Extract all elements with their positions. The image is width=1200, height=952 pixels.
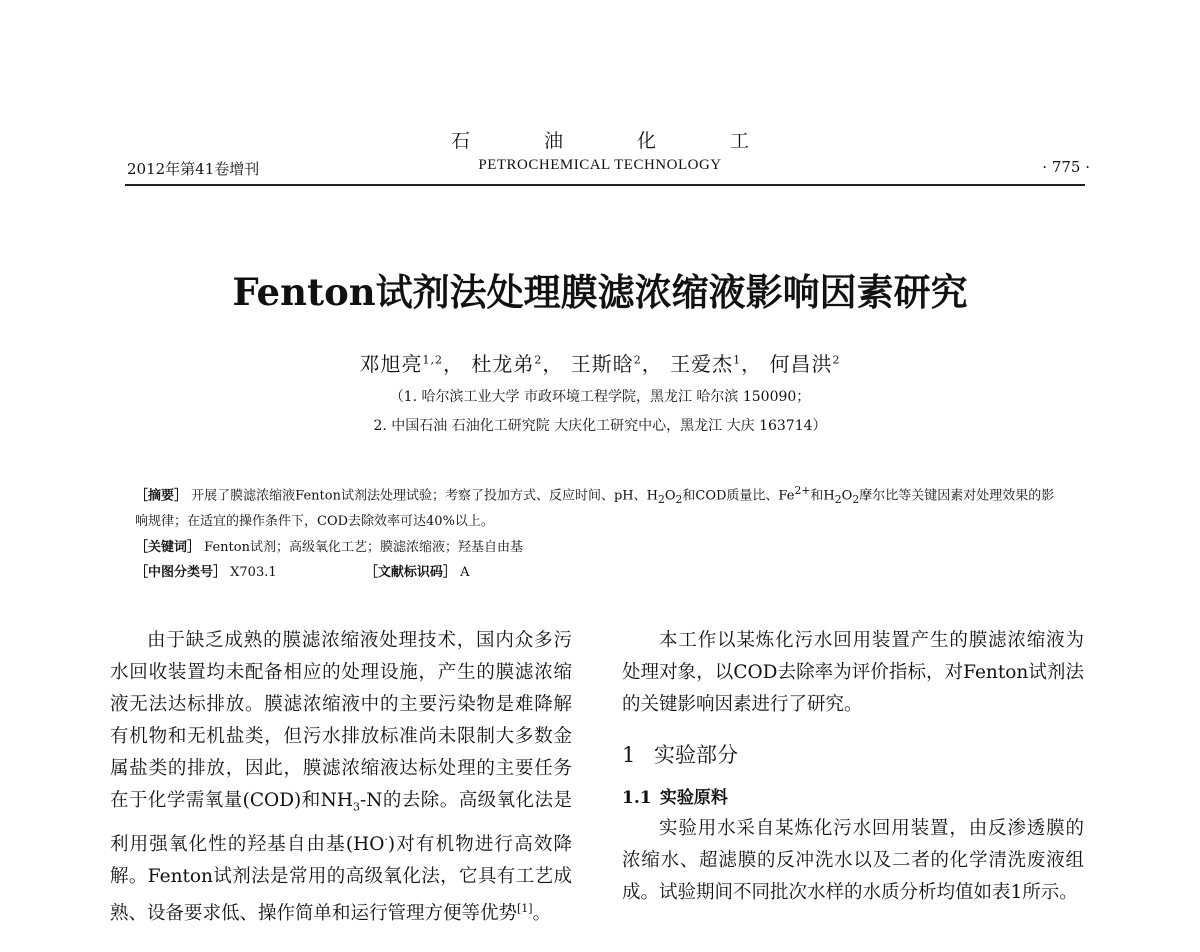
superscript: 2+ xyxy=(794,484,811,497)
journal-title-cn: 石 油 化 工 xyxy=(450,130,784,152)
author-list: 邓旭亮$^{1,2}$， 杜龙弟$^2$， 王斯晗$^2$， 王爱杰$^1$， 何昌洪$^2$ xyxy=(359,352,841,376)
affiliation-2: 2. 中国石油 石油化工研究院 大庆化工研究中心，黑龙江 大庆 163714） xyxy=(373,418,827,434)
subscript: 2 xyxy=(852,492,860,506)
keywords-label: ［关键词］ xyxy=(135,540,201,555)
abstract xyxy=(135,480,1065,533)
superscript: · xyxy=(384,832,388,846)
author: 邓旭亮 xyxy=(359,352,423,376)
body-paragraph: 本工作以某炼化污水回用装置产生的膜滤浓缩液为处理对象，以COD去除率为评价指标，对Fenton试剂法的关键影响因素进行了研究。 xyxy=(622,630,1084,715)
clc-value: X703.1 xyxy=(230,565,277,580)
doc-code-label: ［文献标识码］ xyxy=(364,565,456,580)
section-heading xyxy=(622,739,1084,771)
body-paragraph: 实验用水采自某炼化污水回用装置，由反渗透膜的浓缩水、超滤膜的反冲洗水以及二者的化学清洗废液组成。试验期间不同批次水样的水质分析均值如表1所示。 xyxy=(622,818,1084,903)
subscript: 2 xyxy=(834,492,842,506)
section-number: 1 xyxy=(622,743,636,767)
abstract-text: 开展了膜滤浓缩液Fenton试剂法处理试验；考察了投加方式、反应时间、pH、H xyxy=(191,488,658,504)
abstract-text: 摩尔比等关键因素对处理效果的影响规律；在适宜的操作条件下，COD去除效率可达40%以上。 xyxy=(135,488,1055,529)
doc-code-value: A xyxy=(460,565,470,580)
subscript: 2 xyxy=(657,492,665,506)
citation-ref: [1] xyxy=(517,901,533,915)
author-affiliation-mark: 2 xyxy=(832,353,841,367)
subsection-heading xyxy=(622,783,1084,813)
subsection-title: 实验原料 xyxy=(659,788,728,808)
affiliation-1: （1. 哈尔滨工业大学 市政环境工程学院，黑龙江 哈尔滨 150090； xyxy=(389,389,811,405)
body-column-left xyxy=(110,625,572,930)
header-rule xyxy=(125,184,1085,186)
abstract-label: ［摘要］ xyxy=(135,488,188,504)
author: 王斯晗 xyxy=(570,352,634,376)
body-paragraph: 由于缺乏成熟的膜滤浓缩液处理技术，国内众多污水回收装置均未配备相应的处理设施，产生的膜滤浓缩液无法达标排放。膜滤浓缩液中的主要污染物是难降解有机物和无机盐类，但污水排放标准尚未限制大多数金属盐类的排放，因此，膜滤浓缩液达标处理的主要任务在于化学需氧量(COD)和$NH_3-N$的去除。高级氧化法是利用强氧化性的羟基自由基(HO·)对有机物进行高效降解。Fenton试剂法是常用的高级氧化法，它具有工艺成熟、设备要求低、操作简单和运行管理方便等优势[1]。 xyxy=(110,630,573,924)
abstract-text: 和COD质量比、Fe xyxy=(682,488,795,504)
subsection-number: 1.1 xyxy=(622,788,652,808)
subscript: 2 xyxy=(675,492,683,506)
author: 何昌洪 xyxy=(769,352,833,376)
subscript: 3 xyxy=(353,800,360,814)
keywords xyxy=(135,537,1065,559)
issue-label: 2012年第41卷增刊 xyxy=(127,160,260,178)
section-title: 实验部分 xyxy=(654,743,738,767)
author: 杜龙弟 xyxy=(471,352,535,376)
author-affiliation-mark: 2 xyxy=(534,353,543,367)
author: 王爱杰 xyxy=(670,352,734,376)
abstract-text: O xyxy=(664,488,676,504)
journal-title-en: PETROCHEMICAL TECHNOLOGY xyxy=(478,157,722,173)
paper-title: Fenton试剂法处理膜滤浓缩液影响因素研究 xyxy=(232,270,968,314)
clc-label: ［中图分类号］ xyxy=(135,565,227,580)
author-affiliation-mark: 2 xyxy=(633,353,642,367)
abstract-text: O xyxy=(841,488,853,504)
author-affiliation-mark: 1,2 xyxy=(422,353,444,367)
body-column-right xyxy=(622,625,1084,909)
page-number: · 775 · xyxy=(1042,158,1090,176)
keywords-text: Fenton试剂；高级氧化工艺；膜滤浓缩液；羟基自由基 xyxy=(204,540,523,555)
author-affiliation-mark: 1 xyxy=(733,353,742,367)
classification-line xyxy=(135,562,1065,584)
abstract-text: 和H xyxy=(810,488,835,504)
